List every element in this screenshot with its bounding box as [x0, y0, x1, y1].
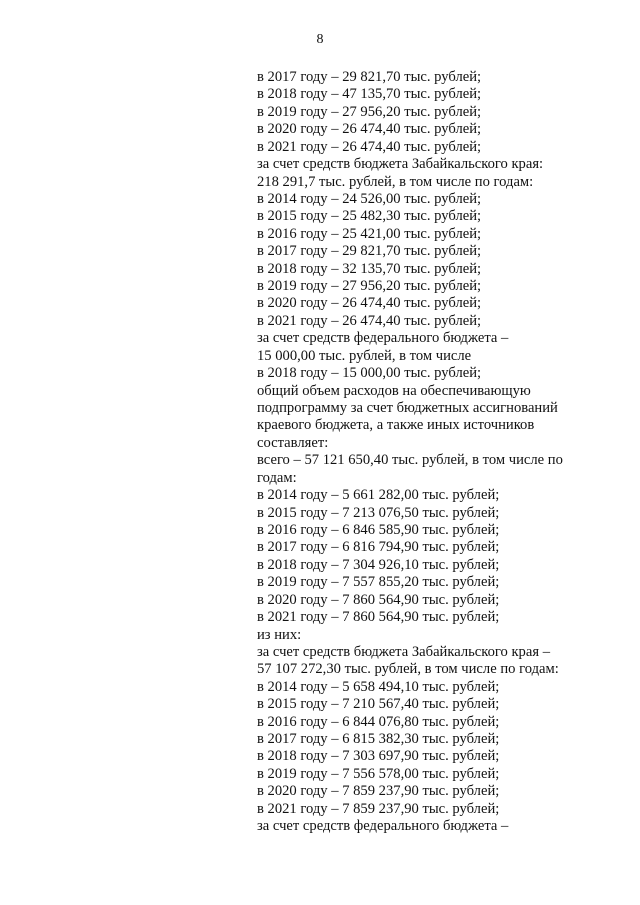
text-line: за счет средств федерального бюджета –	[257, 330, 509, 347]
page-number: 8	[316, 32, 324, 47]
text-line: в 2020 году – 7 860 564,90 тыс. рублей;	[257, 591, 500, 608]
text-line: в 2019 году – 27 956,20 тыс. рублей;	[257, 103, 482, 120]
text-line: в 2017 году – 29 821,70 тыс. рублей;	[257, 243, 482, 260]
text-line: в 2014 году – 5 658 494,10 тыс. рублей;	[257, 678, 500, 695]
text-line: годам:	[257, 469, 297, 486]
text-line: краевого бюджета, а также иных источников	[257, 417, 535, 434]
text-line: в 2019 году – 7 556 578,00 тыс. рублей;	[257, 765, 500, 782]
text-line: в 2019 году – 7 557 855,20 тыс. рублей;	[257, 574, 500, 591]
text-line: в 2015 году – 7 210 567,40 тыс. рублей;	[257, 696, 500, 713]
text-line: в 2015 году – 25 482,30 тыс. рублей;	[257, 208, 482, 225]
text-line: за счет средств федерального бюджета –	[257, 818, 509, 835]
text-line: 218 291,7 тыс. рублей, в том числе по годам:	[257, 173, 534, 190]
text-line: в 2014 году – 24 526,00 тыс. рублей;	[257, 190, 482, 207]
text-line: в 2020 году – 7 859 237,90 тыс. рублей;	[257, 783, 500, 800]
text-line: в 2021 году – 7 859 237,90 тыс. рублей;	[257, 800, 500, 817]
text-line: в 2015 году – 7 213 076,50 тыс. рублей;	[257, 504, 500, 521]
text-line: в 2018 году – 7 303 697,90 тыс. рублей;	[257, 748, 500, 765]
text-line: в 2017 году – 29 821,70 тыс. рублей;	[257, 69, 482, 85]
text-line: в 2021 году – 7 860 564,90 тыс. рублей;	[257, 609, 500, 626]
text-line: подпрограмму за счет бюджетных ассигнований	[257, 400, 558, 417]
text-line: в 2021 году – 26 474,40 тыс. рублей;	[257, 312, 482, 329]
text-line: за счет средств бюджета Забайкальского края:	[257, 156, 544, 173]
text-line: в 2016 году – 6 846 585,90 тыс. рублей;	[257, 521, 500, 538]
text-line: в 2017 году – 6 816 794,90 тыс. рублей;	[257, 539, 500, 556]
text-line: в 2019 году – 27 956,20 тыс. рублей;	[257, 278, 482, 295]
text-line: в 2018 году – 15 000,00 тыс. рублей;	[257, 365, 482, 382]
text-line: в 2017 году – 6 815 382,30 тыс. рублей;	[257, 731, 500, 748]
text-line: в 2020 году – 26 474,40 тыс. рублей;	[257, 121, 482, 138]
text-line: общий объем расходов на обеспечивающую	[257, 382, 531, 399]
text-line: в 2018 году – 47 135,70 тыс. рублей;	[257, 86, 482, 103]
text-line: в 2018 году – 7 304 926,10 тыс. рублей;	[257, 556, 500, 573]
text-line: в 2016 году – 6 844 076,80 тыс. рублей;	[257, 713, 500, 730]
text-line: в 2020 году – 26 474,40 тыс. рублей;	[257, 295, 482, 312]
text-line: всего – 57 121 650,40 тыс. рублей, в том числе по	[257, 452, 563, 469]
text-line: в 2018 году – 32 135,70 тыс. рублей;	[257, 260, 482, 277]
text-line: в 2021 году – 26 474,40 тыс. рублей;	[257, 138, 482, 155]
text-line: 15 000,00 тыс. рублей, в том числе	[257, 347, 472, 364]
text-line: в 2016 году – 25 421,00 тыс. рублей;	[257, 225, 482, 242]
text-line: в 2014 году – 5 661 282,00 тыс. рублей;	[257, 487, 500, 504]
text-line: из них:	[257, 626, 302, 643]
text-line: 57 107 272,30 тыс. рублей, в том числе по годам:	[257, 661, 559, 678]
text-line: составляет:	[257, 434, 329, 451]
text-line: за счет средств бюджета Забайкальского края –	[257, 643, 550, 660]
document-text-block	[257, 69, 587, 836]
